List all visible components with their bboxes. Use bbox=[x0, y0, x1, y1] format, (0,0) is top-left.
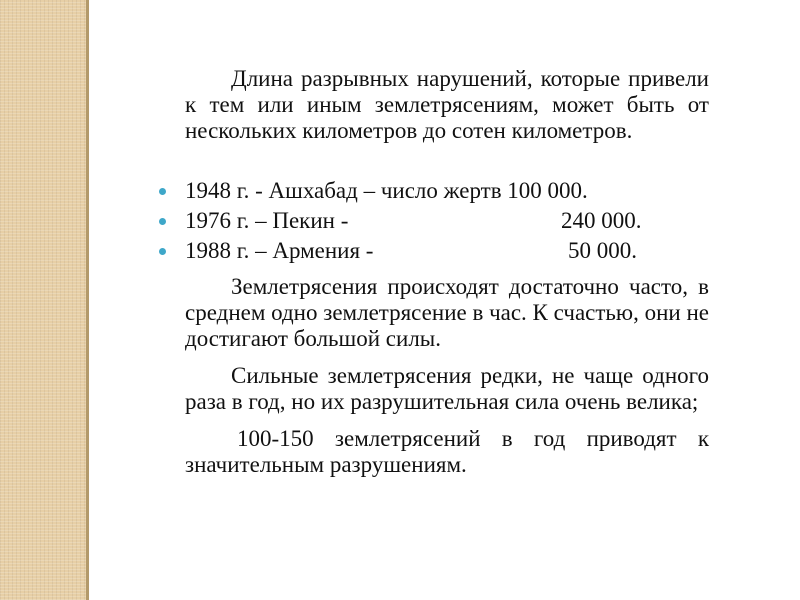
earthquake-label: 1988 г. – Армения - bbox=[185, 238, 374, 263]
earthquake-label: 1948 г. - Ашхабад – число жертв 100 000. bbox=[185, 178, 588, 203]
frequency-paragraph: Землетрясения происходят достаточно часто, в среднем одно землетрясение в час. К счастью, они не достигают большой силы. bbox=[185, 274, 709, 351]
side-divider-line bbox=[86, 0, 89, 600]
earthquake-list bbox=[185, 178, 709, 264]
bullet-icon bbox=[159, 188, 166, 195]
bullet-icon bbox=[159, 218, 166, 225]
earthquake-casualties: 50 000. bbox=[568, 238, 637, 263]
decorative-side-band bbox=[0, 0, 86, 600]
list-item bbox=[185, 238, 709, 264]
earthquake-label: 1976 г. – Пекин - bbox=[185, 208, 349, 233]
strong-earthquakes-paragraph: Сильные землетрясения редки, не чаще одного раза в год, но их разрушительная сила очень велика; bbox=[185, 363, 709, 414]
bullet-icon bbox=[159, 248, 166, 255]
earthquake-casualties: 240 000. bbox=[561, 208, 642, 233]
slide-content bbox=[185, 66, 709, 478]
list-item bbox=[185, 178, 709, 204]
list-item bbox=[185, 208, 709, 234]
destruction-paragraph: 100-150 землетрясений в год приводят к значительным разрушениям. bbox=[185, 426, 709, 477]
intro-paragraph: Длина разрывных нарушений, которые привели к тем или иным землетрясениям, может быть от нескольких километров до сотен километров. bbox=[185, 66, 709, 143]
